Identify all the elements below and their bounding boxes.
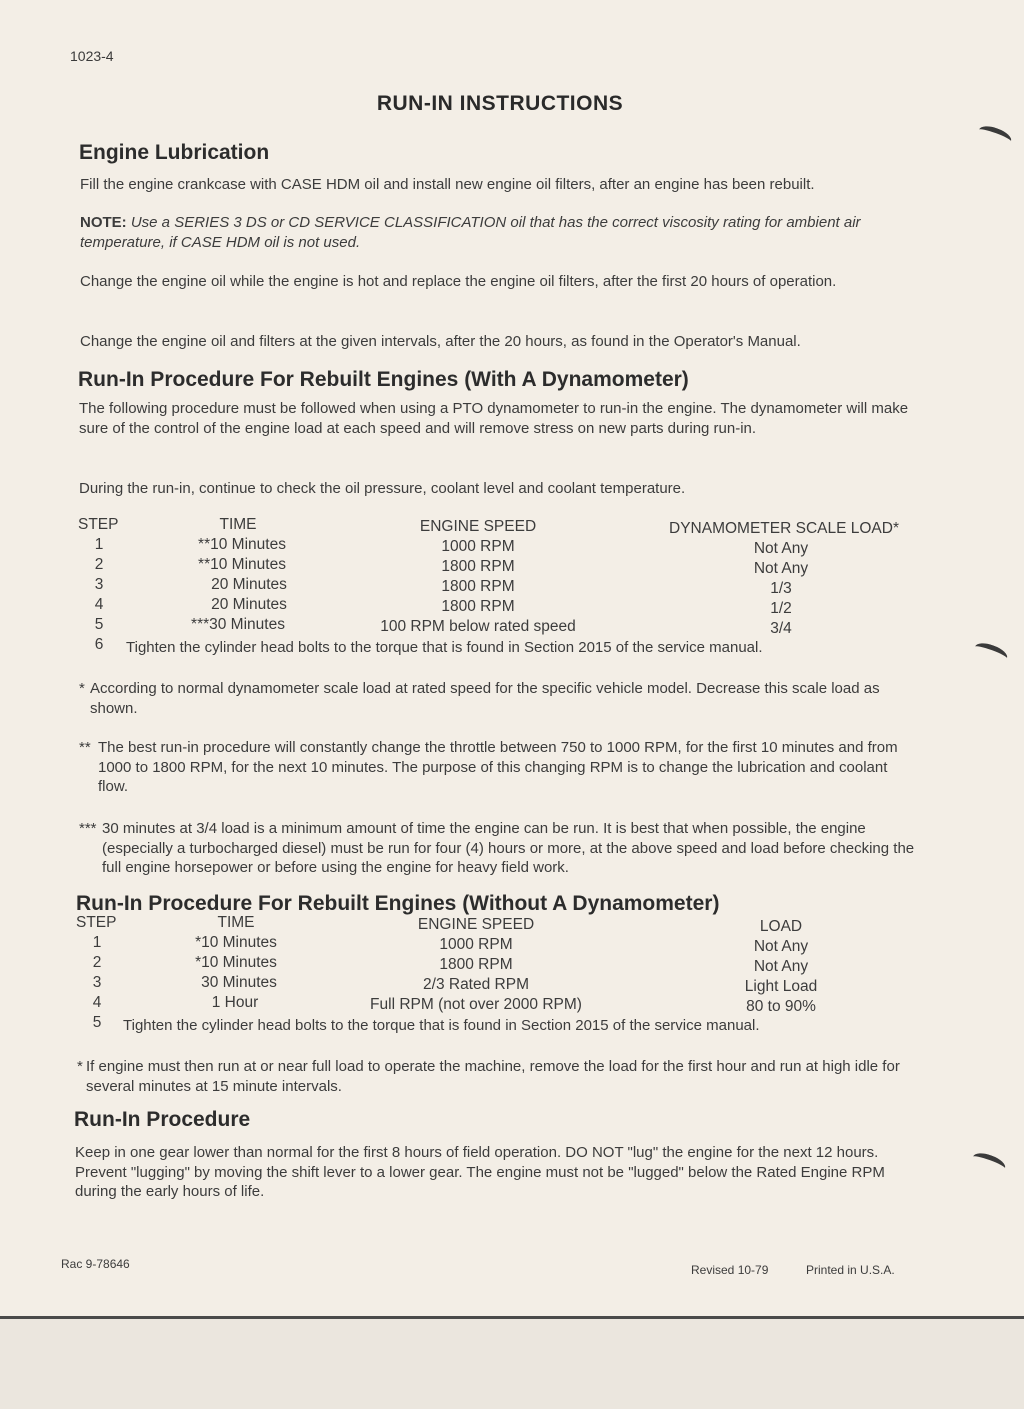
table-header-time: TIME <box>217 914 255 931</box>
without-dyno-heading: Run-In Procedure For Rebuilt Engines (Without A Dynamometer) <box>76 892 720 915</box>
table-cell-speed: 1800 RPM <box>441 598 515 615</box>
with-dyno-footnote-2 <box>79 738 919 797</box>
table-cell-time: 20 Minutes <box>211 596 287 613</box>
binder-tab-mark <box>972 640 1009 666</box>
table-cell-load: 1/3 <box>770 580 792 597</box>
table-header-load: DYNAMOMETER SCALE LOAD* <box>669 520 899 537</box>
table-cell-speed: 1800 RPM <box>441 558 515 575</box>
footnote-text: The best run-in procedure will constantly change the throttle between 750 to 1000 RPM, for the first 10 minutes and from 1000 to 1800 RPM, for the next 10 minutes. The purpose of this changing RPM is to change the lubrication and coolant flow. <box>98 739 898 795</box>
page-number: 1023-4 <box>70 48 114 64</box>
table-cell-load: Not Any <box>753 540 809 557</box>
table-cell-speed: 1800 RPM <box>441 578 515 595</box>
lubrication-heading: Engine Lubrication <box>79 141 270 164</box>
footnote-mark: * <box>79 680 85 697</box>
lubrication-note <box>80 213 920 252</box>
table-cell-time: *10 Minutes <box>195 954 277 971</box>
footer-part-number: Rac 9-78646 <box>61 1257 130 1271</box>
with-dyno-footnote-3 <box>79 819 919 878</box>
table-header-step: STEP <box>78 516 119 533</box>
table-cell-step: 1 <box>94 536 104 553</box>
table-cell-step: 4 <box>94 596 104 613</box>
table-cell-step: 3 <box>94 576 104 593</box>
runin-heading: Run-In Procedure <box>74 1108 251 1131</box>
table-cell-speed: 1000 RPM <box>439 936 513 953</box>
table-header-engine-speed: ENGINE SPEED <box>419 518 537 535</box>
note-label: NOTE: <box>80 214 127 231</box>
footer-revised: Revised 10-79 <box>691 1263 769 1277</box>
table-cell-time: **10 Minutes <box>198 536 286 553</box>
table-cell-load: 1/2 <box>770 600 792 617</box>
table-cell-step: 4 <box>92 994 102 1011</box>
table-cell-load: Not Any <box>753 938 809 955</box>
table-header-load: LOAD <box>759 918 803 935</box>
footnote-text: 30 minutes at 3/4 load is a minimum amount of time the engine can be run. It is best that when possible, the engine (especially a turbocharged diesel) must be run for four (4) hours or more, at the above speed and load before checking the full engine horsepower or before using the engine for heavy field work. <box>102 820 915 876</box>
table-cell-time: ***30 Minutes <box>191 616 285 633</box>
table-cell-speed: Full RPM (not over 2000 RPM) <box>370 996 582 1013</box>
lubrication-paragraph-1: Fill the engine crankcase with CASE HDM oil and install new engine oil filters, after an engine has been rebuilt. <box>80 176 815 193</box>
table-cell-step: 1 <box>92 934 102 951</box>
note-text: Use a SERIES 3 DS or CD SERVICE CLASSIFICATION oil that has the correct viscosity rating for ambient air temperature, if CASE HDM oil is not used. <box>80 214 861 251</box>
table-step-5-text: Tighten the cylinder head bolts to the torque that is found in Section 2015 of the service manual. <box>123 1017 760 1034</box>
table-cell-time: *10 Minutes <box>195 934 277 951</box>
without-dyno-footnote-1 <box>77 1057 919 1096</box>
table-cell-step: 3 <box>92 974 102 991</box>
with-dyno-paragraph-2: During the run-in, continue to check the oil pressure, coolant level and coolant temperature. <box>79 480 686 497</box>
runin-paragraph: Keep in one gear lower than normal for the first 8 hours of field operation. DO NOT "lug" the engine for the next 12 hours. Prevent "lugging" by moving the shift lever to a lower gear. The engine must not be "lugged" below the Rated Engine RPM during the early hours of life. <box>75 1144 885 1200</box>
table-cell-load: 80 to 90% <box>746 998 816 1015</box>
footnote-text: If engine must then run at or near full load to operate the machine, remove the load for the first hour and run at high idle for several minutes at 15 minute intervals. <box>86 1058 900 1095</box>
with-dyno-footnote-1 <box>79 679 919 718</box>
footnote-mark: * <box>77 1058 83 1075</box>
table-cell-step: 5 <box>94 616 104 633</box>
table-cell-load: 3/4 <box>770 620 792 637</box>
table-cell-step: 5 <box>92 1014 102 1031</box>
footnote-mark: *** <box>79 820 97 837</box>
table-cell-step: 6 <box>94 636 104 653</box>
footnote-text: According to normal dynamometer scale load at rated speed for the specific vehicle model. Decrease this scale load as shown. <box>90 680 880 717</box>
footnote-mark: ** <box>79 739 91 756</box>
table-cell-load: Light Load <box>744 978 818 995</box>
table-cell-speed: 1000 RPM <box>441 538 515 555</box>
table-cell-time: 30 Minutes <box>201 974 277 991</box>
page-title: RUN-IN INSTRUCTIONS <box>376 92 624 115</box>
table-header-time: TIME <box>219 516 257 533</box>
table-cell-step: 2 <box>92 954 102 971</box>
lubrication-paragraph-2: Change the engine oil while the engine is hot and replace the engine oil filters, after the first 20 hours of operation. <box>80 273 837 290</box>
binder-tab-mark <box>970 1150 1007 1176</box>
table-header-engine-speed: ENGINE SPEED <box>417 916 535 933</box>
table-cell-speed: 2/3 Rated RPM <box>423 976 529 993</box>
table-step-6-text: Tighten the cylinder head bolts to the torque that is found in Section 2015 of the service manual. <box>126 639 763 656</box>
with-dyno-heading: Run-In Procedure For Rebuilt Engines (With A Dynamometer) <box>78 368 689 391</box>
table-cell-load: Not Any <box>753 958 809 975</box>
with-dyno-paragraph-1: The following procedure must be followed when using a PTO dynamometer to run-in the engine. The dynamometer will make sure of the control of the engine load at each speed and will remove stress on new parts during run-in. <box>79 400 909 437</box>
table-cell-load: Not Any <box>753 560 809 577</box>
table-cell-step: 2 <box>94 556 104 573</box>
table-cell-speed: 1800 RPM <box>439 956 513 973</box>
table-cell-time: **10 Minutes <box>198 556 286 573</box>
table-cell-speed: 100 RPM below rated speed <box>380 618 576 635</box>
footer-printed: Printed in U.S.A. <box>806 1263 895 1277</box>
table-cell-time: 20 Minutes <box>211 576 287 593</box>
table-header-step: STEP <box>76 914 117 931</box>
table-cell-time: 1 Hour <box>211 994 259 1011</box>
binder-tab-mark <box>976 123 1013 149</box>
lubrication-paragraph-3: Change the engine oil and filters at the given intervals, after the 20 hours, as found in the Operator's Manual. <box>80 333 801 350</box>
page-bottom-margin <box>0 1319 1024 1409</box>
